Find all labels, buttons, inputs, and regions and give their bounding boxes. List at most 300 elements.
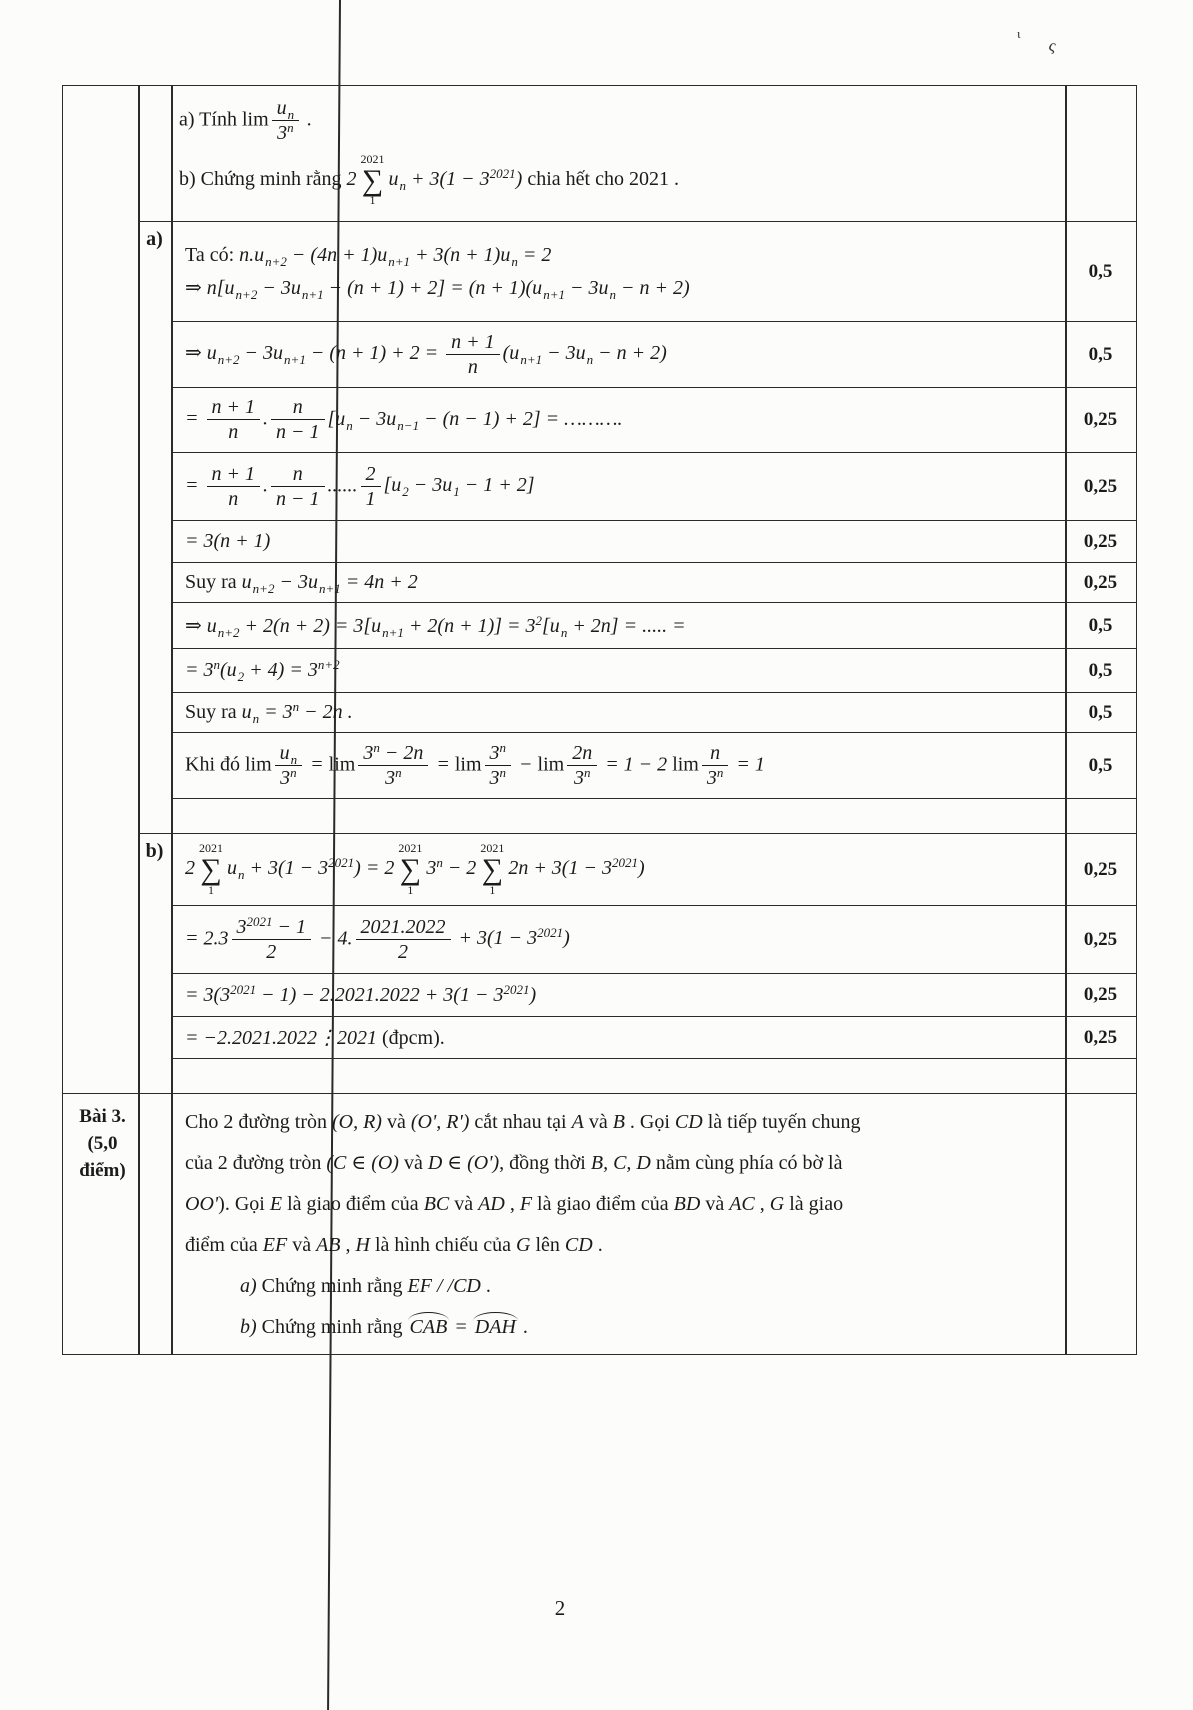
problem3-text-line <box>185 1266 1061 1307</box>
page-number: 2 <box>554 1596 566 1620</box>
solution-step <box>171 1017 1065 1058</box>
solution-row-body <box>171 649 1136 693</box>
subscript: 2 <box>237 669 245 685</box>
text-run: Chứng minh rằng <box>256 1316 408 1339</box>
text-run: Chứng minh rằng <box>256 1275 408 1298</box>
fraction-numerator: $3^{2021} - 1$ <box>236 913 306 938</box>
math-run: = 1 <box>731 753 765 776</box>
problem3-points-cell <box>1065 1094 1136 1354</box>
solution-row <box>63 563 1136 603</box>
subscript: n+1 <box>543 286 565 302</box>
fraction-numerator: 2 <box>365 462 376 485</box>
points-value: 0,5 <box>1088 260 1113 282</box>
subscript: n+1 <box>284 352 306 368</box>
math-run: = 3(n + 1) <box>185 530 271 553</box>
math-run: BD <box>673 1193 701 1216</box>
solution-step <box>171 453 1065 520</box>
text-run: cắt nhau tại <box>469 1111 572 1134</box>
summation <box>361 153 385 208</box>
formula-line <box>185 657 1059 685</box>
fraction-numerator: $3^n - 2n$ <box>363 739 424 764</box>
problem3-row <box>63 1093 1136 1354</box>
solution-row-body <box>171 906 1136 974</box>
problem3-statement <box>171 1094 1065 1354</box>
math-run: $(u_{n+1} - 3u_n - n + 2)$ <box>502 342 667 368</box>
fraction <box>275 742 303 790</box>
subscript: n <box>290 751 298 767</box>
text-run: , <box>504 1193 520 1216</box>
fraction-numerator: $u_n$ <box>276 97 295 122</box>
solution-row-body <box>171 453 1136 521</box>
text-run: và <box>287 1234 317 1257</box>
points-value: 0,5 <box>1088 754 1113 776</box>
solution-row <box>63 388 1136 453</box>
points-value: 0,25 <box>1083 475 1118 497</box>
math-run: . <box>263 407 268 430</box>
problem3-text-line <box>185 1225 1061 1266</box>
subscript: n+1 <box>301 286 324 302</box>
sum-upper-limit: 2021 <box>199 841 223 856</box>
subscript: n+2 <box>235 286 258 302</box>
subscript: n+1 <box>318 581 341 597</box>
formula-line <box>185 571 1059 597</box>
math-run: $u_n + 3(1 - 3^{2021})$ <box>388 166 523 194</box>
points-value: 0,25 <box>1083 1026 1118 1048</box>
text-run: . Gọi <box>624 1111 675 1134</box>
math-run: B <box>612 1111 625 1134</box>
subscript: n+2 <box>252 581 275 597</box>
subscript: n <box>238 867 245 883</box>
fraction-denominator: 2 <box>232 939 312 964</box>
math-run: (C ∈ (O) <box>326 1152 399 1175</box>
math-run: $2n + 3(1 - 3^{2021})$ <box>508 855 645 880</box>
subscript: n+1 <box>520 352 543 368</box>
math-run: b) <box>240 1316 257 1339</box>
problem2-statement-row <box>63 86 1136 222</box>
fraction-numerator: 2021.2022 <box>360 915 446 938</box>
superscript: n+2 <box>317 657 340 673</box>
problem2-statement-cell <box>138 86 1136 222</box>
math-run: − <box>514 753 538 776</box>
fraction-denominator: 3$^n$ <box>358 765 428 790</box>
sum-lower-limit: 1 <box>407 882 414 897</box>
math-run: BC <box>423 1193 450 1216</box>
solution-row <box>63 1059 1136 1093</box>
fraction <box>356 916 451 964</box>
part-label: a) <box>146 228 163 251</box>
superscript: 2021 <box>230 981 257 997</box>
formula-line <box>185 463 1059 511</box>
fraction <box>702 742 729 790</box>
fraction <box>232 913 312 964</box>
fraction-denominator: 3$^n$ <box>702 765 729 790</box>
math-run: 2 <box>185 857 195 880</box>
math-run: H <box>355 1234 370 1257</box>
summation <box>199 842 223 897</box>
formula-line <box>185 275 1059 300</box>
superscript: 2021 <box>537 925 564 941</box>
points-value <box>1065 1059 1136 1093</box>
superscript: n <box>395 764 402 780</box>
text-run: Ta có: <box>185 243 240 266</box>
solution-step <box>171 834 1065 905</box>
sum-lower-limit: 1 <box>208 882 214 897</box>
text-run: Khi đó lim <box>185 753 272 776</box>
angle-arc: CAB <box>409 1316 448 1339</box>
summation <box>480 842 504 897</box>
sum-upper-limit: 2021 <box>360 152 385 166</box>
math-run: G <box>769 1193 785 1216</box>
fraction-denominator: n − 1 <box>271 486 325 511</box>
text-run: điểm của <box>185 1234 263 1257</box>
math-run: = 2.3 <box>185 927 229 950</box>
fraction-numerator: n + 1 <box>211 396 255 419</box>
superscript: n <box>287 120 294 135</box>
formula-line <box>185 981 1059 1007</box>
sum-lower-limit: 1 <box>489 882 496 897</box>
math-run: − 4. <box>314 927 353 950</box>
text-run: . <box>480 1275 491 1298</box>
text-run: và <box>381 1111 411 1134</box>
text-run: Cho 2 đường tròn <box>185 1111 332 1134</box>
math-run: ...... <box>327 474 358 497</box>
fraction-numerator: n + 1 <box>211 462 255 485</box>
fraction-numerator: n + 1 <box>451 330 495 353</box>
formula-line <box>185 699 1059 727</box>
math-run: (O, R) <box>331 1111 382 1134</box>
answer-key-table <box>62 85 1137 1355</box>
math-run: = <box>431 753 455 776</box>
subscript: n−1 <box>397 417 420 433</box>
text-run: ). Gọi <box>218 1193 270 1216</box>
math-run: = −2.2021.2022⋮2021 <box>185 1027 382 1050</box>
math-run: CD <box>674 1111 703 1134</box>
solution-row <box>63 603 1136 649</box>
problem3-text-line <box>185 1102 1061 1143</box>
points-value: 0,5 <box>1088 614 1113 636</box>
text-run: b) Chứng minh rằng <box>179 168 347 191</box>
problem3-text-line <box>185 1143 1061 1184</box>
solution-rows <box>63 222 1136 1093</box>
points-value: 0,25 <box>1083 571 1118 593</box>
math-run: OO' <box>185 1193 219 1216</box>
solution-row <box>63 733 1136 799</box>
text-run: . <box>592 1234 603 1257</box>
text-run: và <box>449 1193 479 1216</box>
math-run: a) <box>240 1275 257 1298</box>
solution-row <box>63 222 1136 322</box>
superscript: n <box>213 657 220 673</box>
math-run: ⇒ $u_{n+2} - 3u_{n+1} - (n + 1) + 2$ = <box>185 342 444 368</box>
text-run: , <box>754 1193 770 1216</box>
superscript: 2 <box>535 613 543 629</box>
text-run: và <box>398 1152 428 1175</box>
solution-step <box>171 388 1065 452</box>
subscript: n+1 <box>388 253 411 269</box>
fraction-numerator: $u_n$ <box>279 741 298 767</box>
problem3-ab-spacer <box>138 1094 171 1354</box>
fraction-denominator: n <box>446 354 500 379</box>
math-run: = $3(3^{2021} - 1) - 2.2021.2022 + 3(1 - 3^{2021})$ <box>185 981 537 1006</box>
subscript: n <box>586 352 594 368</box>
superscript: n <box>436 855 443 871</box>
text-run: của 2 đường tròn <box>185 1152 327 1175</box>
math-run: = 1 − 2 <box>600 753 673 776</box>
superscript: 2021 <box>246 913 273 929</box>
text-run: và <box>700 1193 730 1216</box>
text-run: . <box>517 1316 528 1339</box>
problem3-label-line: điểm) <box>79 1159 126 1181</box>
text-run: Suy ra <box>185 571 242 594</box>
math-run: + $3(1 - 3^{2021})$ <box>453 925 570 950</box>
solution-row-body <box>171 1017 1136 1059</box>
sigma-glyph: ∑ <box>399 852 421 886</box>
problem2-part-b <box>179 153 1130 208</box>
solution-step <box>171 521 1065 562</box>
points-value: 0,5 <box>1088 659 1113 681</box>
formula-line <box>185 739 1059 790</box>
solution-row-body <box>171 563 1136 603</box>
fraction <box>207 463 261 511</box>
fraction <box>271 396 325 444</box>
fraction-numerator: 2n <box>572 741 593 764</box>
table-vertical-rule <box>138 86 140 1354</box>
math-run: = $3^n(u_2 + 4) = 3^{n+2}$ <box>185 657 340 685</box>
fraction <box>567 742 597 790</box>
solution-step <box>171 603 1065 648</box>
superscript: n <box>290 764 297 780</box>
table-vertical-rule <box>1065 86 1067 1354</box>
formula-line <box>185 396 1059 444</box>
math-run: $u_{n+2} - 3u_{n+1} = 4n + 2$ <box>241 571 418 597</box>
solution-row-body <box>171 733 1136 799</box>
subscript: n <box>560 625 568 641</box>
text-run: chia hết cho 2021 . <box>522 168 679 191</box>
sum-upper-limit: 2021 <box>398 841 423 856</box>
fraction-denominator: 1 <box>361 486 381 511</box>
math-run: AB <box>316 1234 341 1257</box>
math-run: = <box>449 1316 473 1339</box>
solution-row-body <box>138 799 1136 834</box>
math-run: ⇒ $u_{n+2} + 2(n + 2) = 3[u_{n+1} + 2(n + 1)] = 3^2[u_n + 2n]$ = ..... = <box>185 613 686 641</box>
subscript: n+2 <box>217 625 240 641</box>
subscript: 1 <box>453 484 460 500</box>
problem3-label <box>63 1094 138 1354</box>
points-value: 0,25 <box>1083 858 1118 880</box>
text-run: là tiếp tuyến chung <box>702 1111 861 1134</box>
fraction <box>271 463 325 511</box>
superscript: n <box>499 764 507 780</box>
subscript: n+2 <box>265 253 287 269</box>
fraction-denominator: n − 1 <box>271 419 325 444</box>
solution-row <box>63 799 1136 834</box>
fraction-denominator: 3$^n$ <box>275 765 303 790</box>
fraction <box>446 331 500 379</box>
formula-line <box>185 913 1059 964</box>
formula-line <box>185 842 1059 897</box>
math-run: B, C, D <box>590 1152 651 1175</box>
fraction-numerator: n <box>710 741 721 764</box>
fraction-denominator: 3$^n$ <box>567 765 597 790</box>
solution-row <box>63 693 1136 733</box>
problem2-part-a <box>179 97 1130 145</box>
text-run: và <box>583 1111 613 1134</box>
math-run: EF <box>262 1234 288 1257</box>
text-run: (đpcm). <box>382 1027 445 1050</box>
fraction <box>272 97 300 145</box>
math-run: . <box>302 108 313 131</box>
sigma-glyph: ∑ <box>481 852 503 886</box>
superscript: n <box>583 764 591 780</box>
text-run: lim <box>328 753 356 776</box>
solution-row-body <box>171 222 1136 322</box>
math-run: = <box>185 474 204 497</box>
superscript: n <box>716 764 724 780</box>
math-run: F <box>519 1193 533 1216</box>
points-value: 0,25 <box>1083 928 1118 950</box>
text-run: Suy ra <box>185 701 242 724</box>
math-run: $n.u_{n+2} - (4n + 1)u_{n+1} + 3(n + 1)u_n = 2$ <box>239 243 552 269</box>
text-run: lim <box>537 753 565 776</box>
fraction-numerator: 3$^n$ <box>489 739 507 764</box>
subscript: n <box>287 107 295 122</box>
math-run: $3^n - 2$ <box>426 855 477 880</box>
solution-row <box>63 1017 1136 1059</box>
fraction-numerator: n <box>292 396 303 419</box>
text-run: là hình chiếu của <box>369 1234 517 1257</box>
subscript: 2 <box>402 484 409 500</box>
sigma-glyph: ∑ <box>361 163 384 197</box>
math-run: = <box>305 753 329 776</box>
points-value: 0,5 <box>1088 701 1113 723</box>
points-value: 0,25 <box>1083 530 1118 552</box>
superscript: 2021 <box>489 166 516 182</box>
solution-step <box>171 222 1065 321</box>
sum-upper-limit: 2021 <box>480 841 505 856</box>
math-run: CD <box>564 1234 593 1257</box>
fraction-denominator: 3$^n$ <box>485 765 512 790</box>
math-run: = <box>185 407 204 430</box>
sigma-glyph: ∑ <box>200 852 222 886</box>
angle-arc: DAH <box>474 1316 516 1339</box>
problem3-text-line <box>185 1307 1061 1348</box>
subscript: n+1 <box>382 625 404 641</box>
problem3-label-line: Bài 3. <box>79 1106 126 1128</box>
superscript: 2021 <box>503 981 530 997</box>
fraction-denominator: n <box>207 486 261 511</box>
fraction-denominator: 2 <box>356 939 451 964</box>
superscript: n <box>292 699 300 715</box>
formula-line <box>185 530 1059 553</box>
solution-row <box>63 521 1136 563</box>
solution-row-body <box>171 388 1136 453</box>
math-run: A <box>571 1111 584 1134</box>
solution-row-body <box>171 603 1136 649</box>
solution-row <box>63 906 1136 974</box>
solution-row <box>63 322 1136 388</box>
solution-step <box>171 322 1065 387</box>
math-run: $[u_2 - 3u_1 - 1 + 2]$ <box>383 474 535 500</box>
subscript: n+2 <box>217 352 240 368</box>
solution-step <box>138 799 1032 833</box>
superscript: 2021 <box>611 855 638 871</box>
text-run: , đồng thời <box>499 1152 591 1175</box>
text-run: là giao điểm của <box>532 1193 674 1216</box>
solution-step <box>171 649 1065 692</box>
points-value: 0,5 <box>1088 343 1113 365</box>
points-value <box>1032 799 1136 833</box>
solution-step <box>171 974 1065 1016</box>
subscript: n <box>346 417 353 433</box>
math-run: G <box>516 1234 531 1257</box>
solution-row-body <box>171 834 1136 906</box>
fraction <box>485 739 512 790</box>
text-run: nằm cùng phía có bờ là <box>650 1152 843 1175</box>
fraction <box>358 739 428 790</box>
table-vertical-rule <box>171 86 173 1354</box>
fraction-denominator: 3$^n$ <box>272 120 300 145</box>
solution-row-body <box>171 521 1136 563</box>
fraction-denominator: n <box>207 419 261 444</box>
superscript: n <box>373 739 380 755</box>
text-run: a) Tính lim <box>179 108 269 131</box>
formula-line <box>185 613 1059 641</box>
text-run: là giao <box>784 1193 844 1216</box>
math-run: EF / /CD <box>407 1275 481 1298</box>
points-value: 0,25 <box>1083 984 1118 1006</box>
fraction <box>361 463 381 511</box>
fraction-numerator: n <box>292 462 303 485</box>
fraction <box>207 396 261 444</box>
solution-step <box>171 733 1065 798</box>
solution-step <box>171 1059 1065 1093</box>
part-label: b) <box>145 840 164 863</box>
summation <box>398 842 422 897</box>
scan-artifact: ι <box>1017 26 1021 41</box>
solution-row-body <box>171 322 1136 388</box>
formula-line <box>185 244 1059 267</box>
text-run: lim <box>454 753 482 776</box>
subscript: n <box>609 286 616 302</box>
solution-step <box>171 563 1065 602</box>
solution-row <box>63 974 1136 1017</box>
math-run: E <box>269 1193 283 1216</box>
solution-row <box>63 453 1136 521</box>
solution-step <box>171 906 1065 973</box>
formula-line <box>185 1025 1059 1050</box>
problem3-label-line: (5,0 <box>87 1132 118 1154</box>
solution-step <box>171 693 1065 732</box>
solution-row-body <box>171 693 1136 733</box>
problem3-text-line <box>185 1184 1061 1225</box>
math-run: $u_n = 3^n - 2n$ . <box>241 699 353 727</box>
superscript: 2021 <box>328 855 355 871</box>
formula-line <box>185 331 1059 379</box>
text-run: lim <box>672 753 699 776</box>
subscript: n <box>399 178 406 194</box>
math-run: $u_n + 3(1 - 3^{2021}) = 2$ <box>227 855 395 883</box>
math-run: 2 <box>346 168 357 191</box>
subscript: n <box>511 253 518 269</box>
solution-row <box>63 649 1136 693</box>
math-run: $[u_n - 3u_{n-1} - (n - 1) + 2]$ = ………. <box>327 407 623 433</box>
subscript: n <box>252 711 260 727</box>
math-run: AC <box>729 1193 755 1216</box>
scan-artifact: ς <box>1046 35 1059 56</box>
superscript: n <box>499 739 507 755</box>
sum-lower-limit: 1 <box>369 193 376 208</box>
text-run: là giao điểm của <box>282 1193 424 1216</box>
